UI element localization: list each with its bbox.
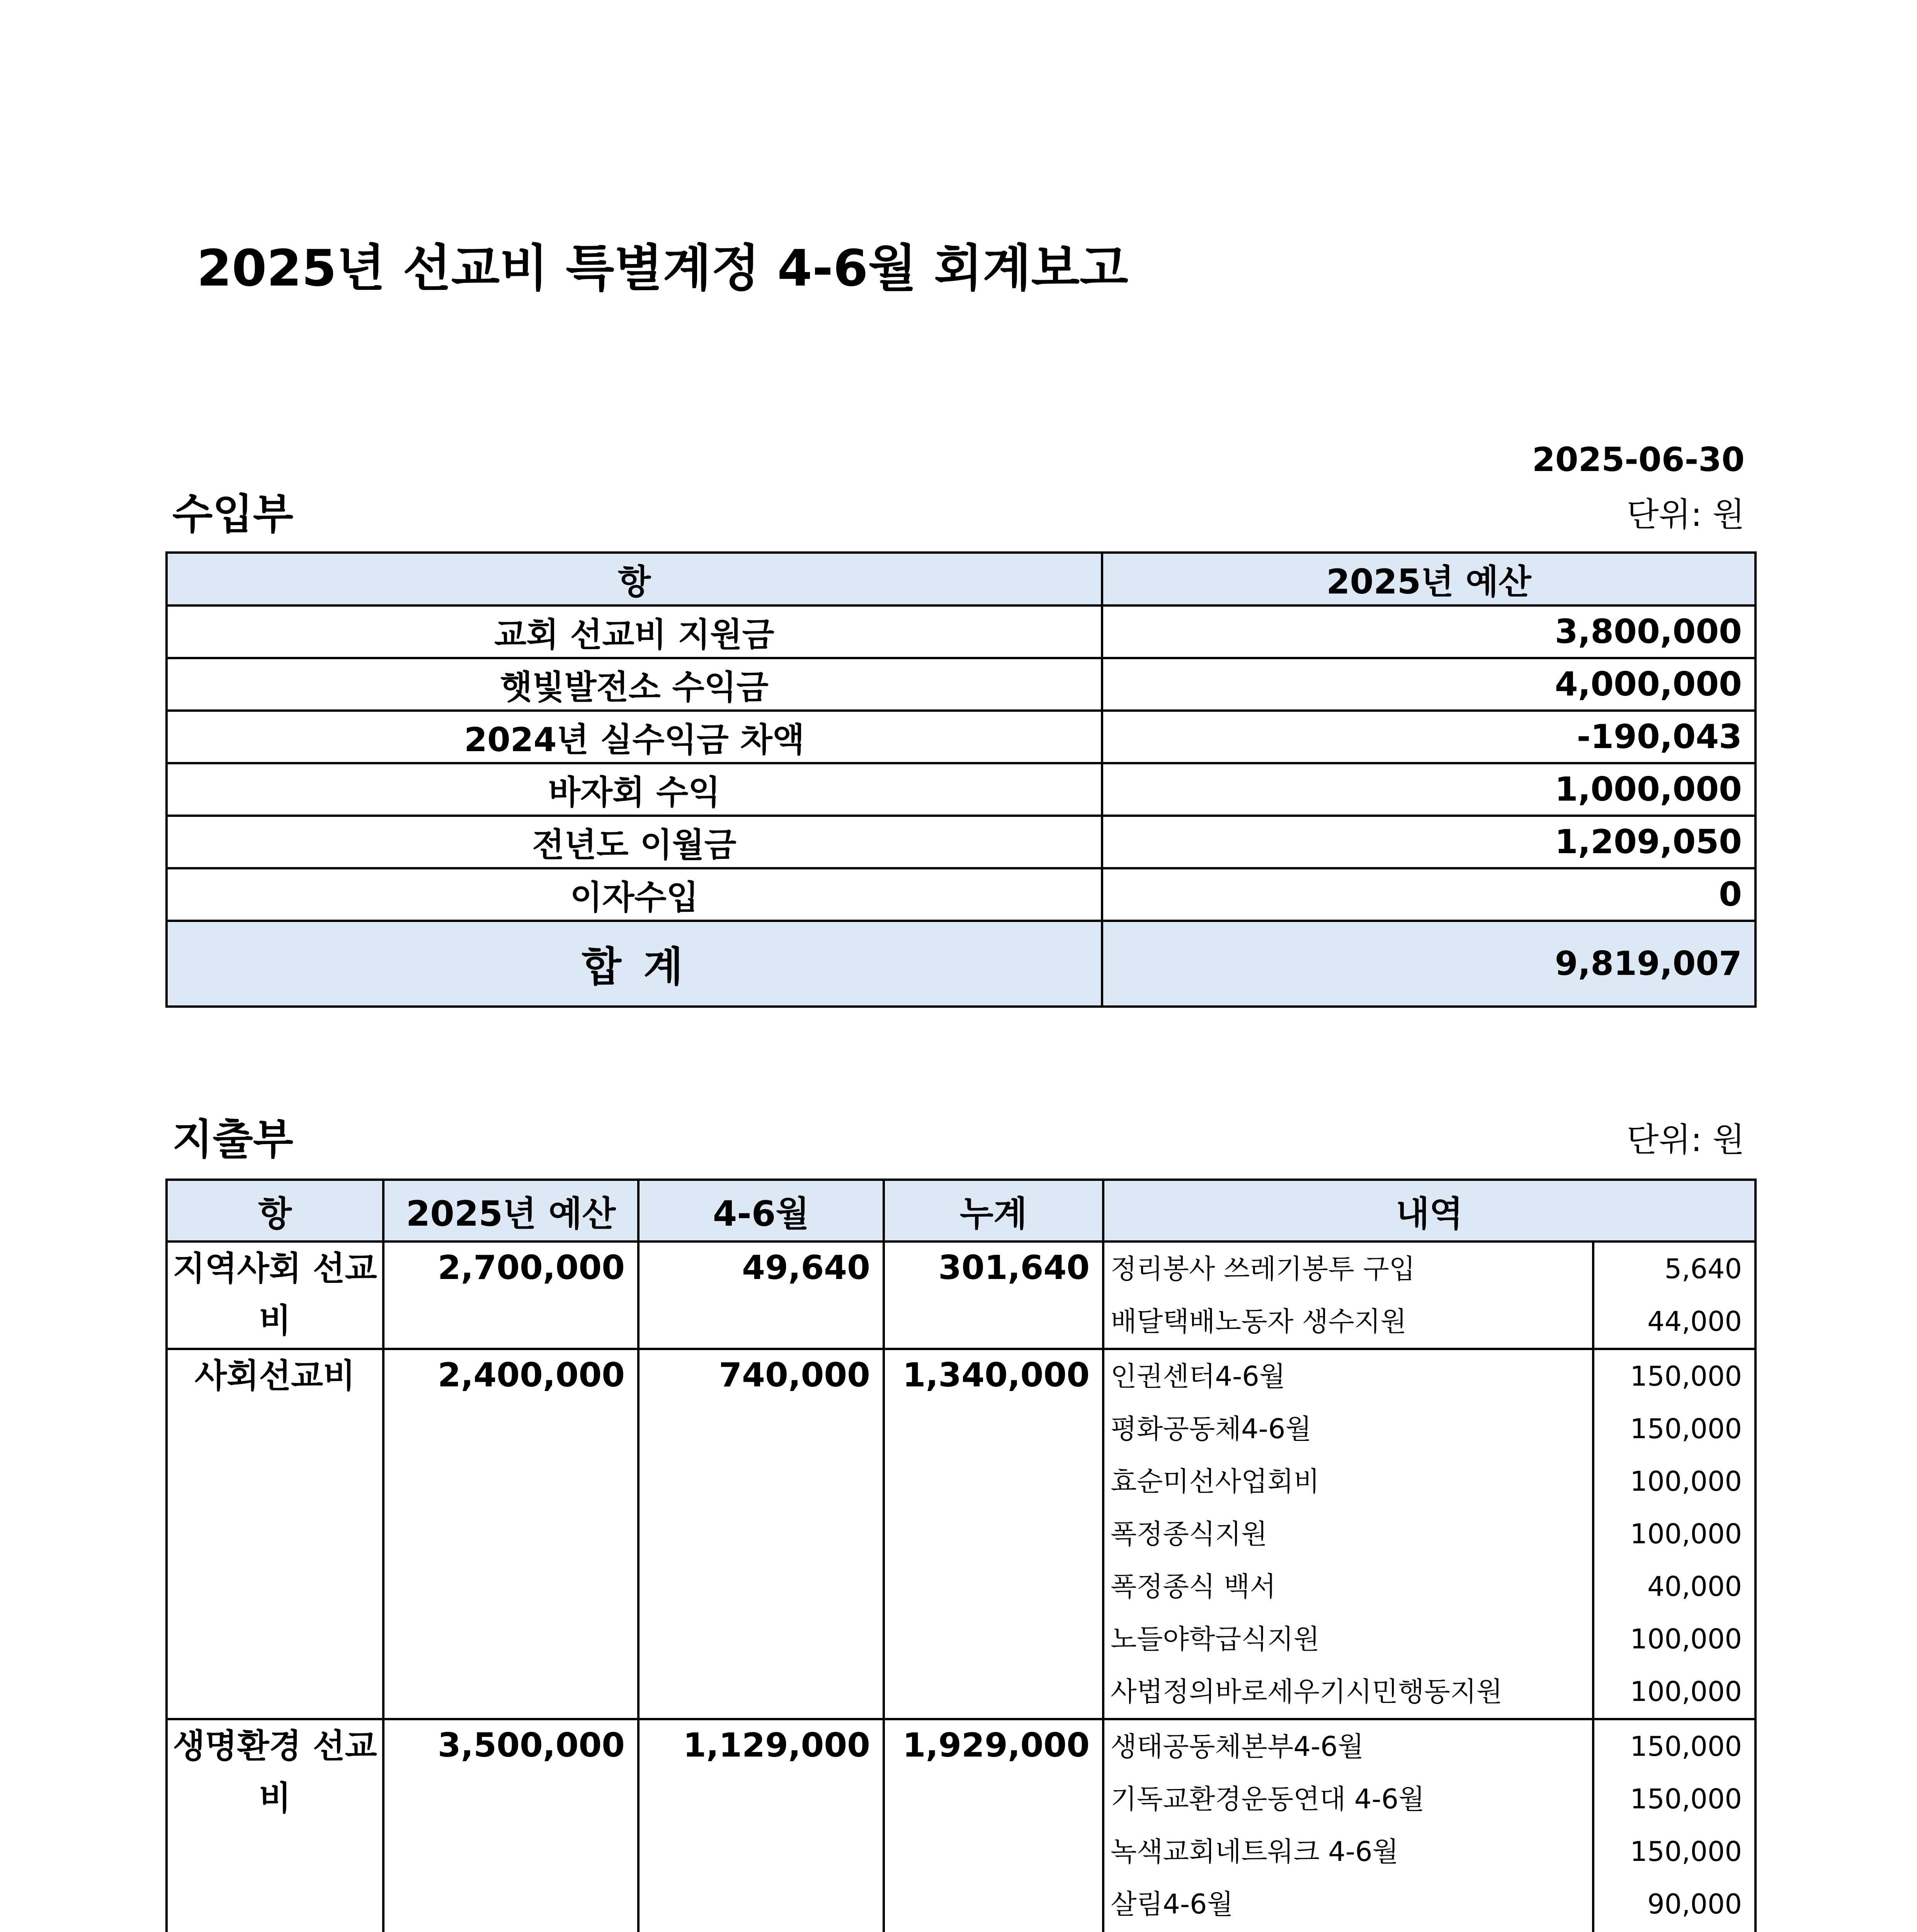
expense-cumulative: 1,929,000 xyxy=(884,1719,1103,1932)
page-title: 2025년 선교비 특별계정 4-6월 회계보고 xyxy=(197,239,1128,298)
income-row xyxy=(167,868,1755,921)
expense-col-item: 항 xyxy=(167,1180,383,1242)
detail-amount: 150,000 xyxy=(1630,1783,1742,1815)
income-total-row xyxy=(167,921,1755,1007)
detail-amount: 100,000 xyxy=(1630,1623,1742,1655)
detail-desc: 사법정의바로세우기시민행동지원 xyxy=(1111,1676,1503,1708)
income-table xyxy=(165,551,1757,1008)
income-row xyxy=(167,711,1755,763)
detail-desc: 살림4-6월 xyxy=(1111,1888,1233,1920)
detail-amount: 40,000 xyxy=(1647,1571,1742,1602)
report-date: 2025-06-30 xyxy=(1532,440,1745,479)
expense-category: 생명환경 선교비 xyxy=(167,1719,383,1932)
detail-amount: 90,000 xyxy=(1647,1888,1742,1920)
expense-col-q2: 4-6월 xyxy=(638,1180,884,1242)
expense-q2: 49,640 xyxy=(638,1242,884,1349)
expense-details xyxy=(1103,1349,1593,1719)
detail-desc: 노들야학급식지원 xyxy=(1111,1623,1320,1655)
income-row xyxy=(167,605,1755,658)
detail-desc: 폭정종식지원 xyxy=(1111,1518,1267,1550)
detail-amount: 100,000 xyxy=(1630,1518,1742,1550)
income-row xyxy=(167,658,1755,711)
expense-q2: 1,129,000 xyxy=(638,1719,884,1932)
income-item: 2024년 실수익금 차액 xyxy=(167,711,1102,763)
expense-row xyxy=(167,1719,1755,1932)
detail-desc: 효순미선사업회비 xyxy=(1111,1466,1320,1497)
income-unit-label: 단위: 원 xyxy=(1626,495,1745,534)
detail-amount xyxy=(1607,1930,1742,1932)
expense-detail-amounts xyxy=(1593,1242,1755,1349)
expense-category: 사회선교비 xyxy=(167,1349,383,1719)
expense-category: 지역사회 선교비 xyxy=(167,1242,383,1349)
income-item: 교회 선교비 지원금 xyxy=(167,605,1102,658)
income-item: 전년도 이월금 xyxy=(167,816,1102,868)
detail-amount: 100,000 xyxy=(1630,1466,1742,1497)
detail-desc: 생태공동체본부4-6월 xyxy=(1111,1731,1364,1762)
expense-details xyxy=(1103,1242,1593,1349)
expense-cumulative: 301,640 xyxy=(884,1242,1103,1349)
expense-cumulative: 1,340,000 xyxy=(884,1349,1103,1719)
income-amount: 3,800,000 xyxy=(1102,605,1755,658)
detail-amount: 5,640 xyxy=(1664,1253,1742,1285)
expense-unit-label: 단위: 원 xyxy=(1626,1121,1745,1159)
income-total-amount: 9,819,007 xyxy=(1102,921,1755,1007)
detail-desc: 폭정종식 백서 xyxy=(1111,1571,1276,1602)
income-item: 바자회 수익 xyxy=(167,763,1102,816)
detail-amount: 100,000 xyxy=(1630,1676,1742,1708)
income-amount: 0 xyxy=(1102,868,1755,921)
expense-q2: 740,000 xyxy=(638,1349,884,1719)
expense-budget: 2,400,000 xyxy=(383,1349,638,1719)
expense-table xyxy=(165,1179,1757,1932)
income-item: 햇빛발전소 수익금 xyxy=(167,658,1102,711)
income-amount: 1,209,050 xyxy=(1102,816,1755,868)
expense-budget: 2,700,000 xyxy=(383,1242,638,1349)
expense-row xyxy=(167,1349,1755,1719)
income-row xyxy=(167,763,1755,816)
expense-detail-amounts xyxy=(1593,1719,1755,1932)
expense-col-details: 내역 xyxy=(1103,1180,1755,1242)
income-section-title: 수입부 xyxy=(172,490,293,539)
income-col-item: 항 xyxy=(167,553,1102,605)
expense-row xyxy=(167,1242,1755,1349)
detail-desc xyxy=(1111,1930,1586,1932)
expense-detail-amounts xyxy=(1593,1349,1755,1719)
expense-section-title: 지출부 xyxy=(172,1116,293,1164)
income-total-label: 합 계 xyxy=(167,921,1102,1007)
detail-desc: 녹색교회네트워크 4-6월 xyxy=(1111,1836,1399,1867)
income-amount: 1,000,000 xyxy=(1102,763,1755,816)
income-amount: -190,043 xyxy=(1102,711,1755,763)
expense-budget: 3,500,000 xyxy=(383,1719,638,1932)
income-item: 이자수입 xyxy=(167,868,1102,921)
detail-amount: 150,000 xyxy=(1630,1836,1742,1867)
detail-desc: 배달택배노동자 생수지원 xyxy=(1111,1306,1407,1337)
detail-desc: 기독교환경운동연대 4-6월 xyxy=(1111,1783,1425,1815)
income-row xyxy=(167,816,1755,868)
income-amount: 4,000,000 xyxy=(1102,658,1755,711)
expense-col-cumulative: 누계 xyxy=(884,1180,1103,1242)
detail-amount: 44,000 xyxy=(1647,1306,1742,1337)
expense-header-row xyxy=(167,1180,1755,1242)
expense-col-budget: 2025년 예산 xyxy=(383,1180,638,1242)
detail-amount: 150,000 xyxy=(1630,1731,1742,1762)
detail-desc: 인권센터4-6월 xyxy=(1111,1361,1286,1392)
income-col-budget: 2025년 예산 xyxy=(1102,553,1755,605)
income-header-row xyxy=(167,553,1755,605)
expense-details xyxy=(1103,1719,1593,1932)
detail-desc: 평화공동체4-6월 xyxy=(1111,1413,1312,1445)
detail-amount: 150,000 xyxy=(1630,1413,1742,1445)
detail-amount: 150,000 xyxy=(1630,1361,1742,1392)
detail-desc: 정리봉사 쓰레기봉투 구입 xyxy=(1111,1253,1415,1285)
